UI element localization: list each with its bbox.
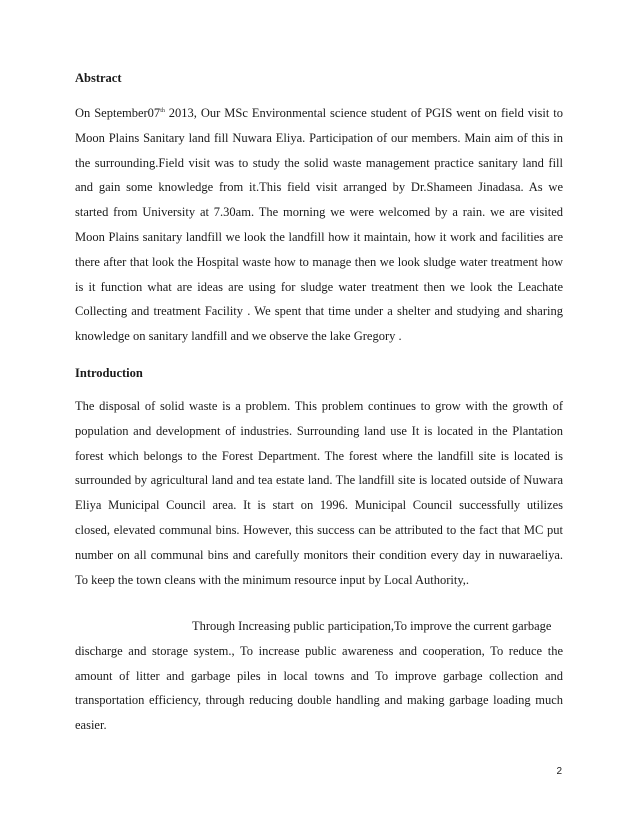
abstract-heading: Abstract: [75, 71, 122, 85]
abstract-line: Collecting and treatment Facility . We spent that time under a shelter and studying and sharing: [75, 304, 563, 319]
abstract-line: started from University at 7.30am. The morning we were welcomed by a rain. we are visited: [75, 205, 563, 220]
introduction-heading: Introduction: [75, 366, 143, 380]
abstract-line: Moon Plains sanitary landfill we look the landfill how it maintain, how it work and facilities are: [75, 229, 563, 244]
abstract-line: is it function what are ideas are using for sludge water treatment then we look the Leachate: [75, 279, 563, 294]
introduction-line: population and development of industries. Surrounding land use It is located in the Plantation: [75, 423, 563, 438]
introduction-line: surrounded by agricultural land and tea estate land. The landfill site is located outside of Nuwara: [75, 473, 563, 488]
introduction-line: number on all communal bins and carefully monitors their condition every day in nuwaraeliya.: [75, 547, 563, 562]
objectives-line: transportation efficiency, through reducing double handling and making garbage loading much: [75, 693, 563, 708]
objectives-line: discharge and storage system., To increase public awareness and cooperation, To reduce the: [75, 643, 563, 658]
introduction-line: To keep the town cleans with the minimum resource input by Local Authority,.: [75, 572, 470, 587]
abstract-paragraph: [75, 101, 563, 349]
abstract-line: and gain some knowledge from it.This field visit arranged by Dr.Shameen Jinadasa. As we: [75, 180, 563, 195]
introduction-paragraph: [75, 394, 563, 592]
objectives-line: Through Increasing public participation,To improve the current garbage: [192, 619, 552, 633]
introduction-line: forest which belongs to the Forest Department. The forest where the landfill site is located is: [75, 448, 563, 463]
objectives-line: easier.: [75, 718, 107, 733]
abstract-line-1-post: 2013, Our MSc Environmental science student of PGIS went on field visit to: [164, 106, 563, 120]
introduction-line: closed, elevated communal bins. However, this success can be attributed to the fact that MC put: [75, 522, 563, 537]
page-number: 2: [556, 766, 562, 777]
introduction-line: The disposal of solid waste is a problem. This problem continues to grow with the growth of: [75, 399, 563, 413]
introduction-line: Eliya Municipal Council area. It is start on 1996. Municipal Council successfully utilizes: [75, 498, 563, 513]
abstract-line-1: [75, 101, 563, 126]
objectives-line: amount of litter and garbage piles in local towns and To improve garbage collection and: [75, 668, 563, 683]
abstract-line: the surrounding.Field visit was to study the solid waste management practice sanitary land fill: [75, 155, 563, 170]
abstract-line-1-pre: On September07: [75, 106, 161, 120]
abstract-line-1-sup: th: [160, 108, 165, 114]
abstract-line: knowledge on sanitary landfill and we observe the lake Gregory .: [75, 329, 402, 344]
objectives-paragraph: [75, 614, 563, 738]
abstract-line: Moon Plains Sanitary land fill Nuwara Eliya. Participation of our members. Main aim of this in: [75, 130, 563, 145]
abstract-line: there after that look the Hospital waste how to manage then we look sludge water treatment how: [75, 254, 563, 269]
